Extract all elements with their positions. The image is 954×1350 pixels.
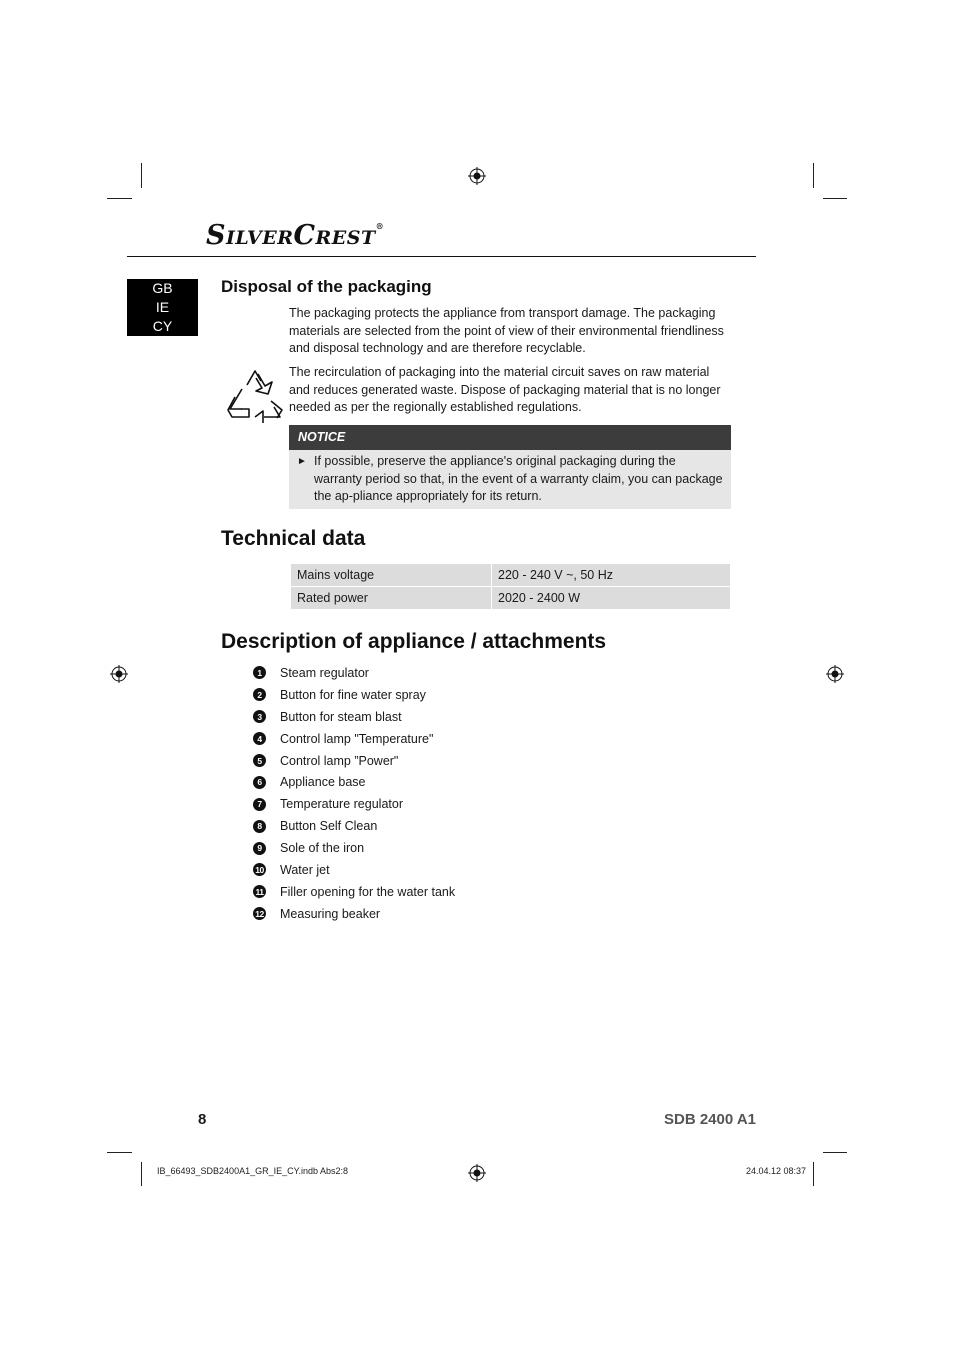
crop-mark [823, 198, 847, 199]
list-item [253, 684, 455, 706]
registration-mark-icon [468, 1164, 486, 1182]
list-item [253, 815, 455, 837]
crop-mark [813, 1162, 814, 1186]
crop-mark [141, 1162, 142, 1186]
list-item [253, 859, 455, 881]
list-item [253, 706, 455, 728]
table-cell-value: 220 - 240 V ~, 50 Hz [492, 564, 731, 587]
print-slug-file: IB_66493_SDB2400A1_GR_IE_CY.indb Abs2:8 [157, 1166, 348, 1176]
part-label: Button Self Clean [280, 819, 378, 834]
lang-code: CY [152, 318, 173, 334]
model-name: SDB 2400 A1 [664, 1111, 756, 1128]
crop-mark [107, 198, 132, 199]
crop-mark [813, 163, 814, 188]
disposal-paragraph-2: The recirculation of packaging into the material circuit saves on raw material and reduces generated waste. Dispose of packaging material that is no longer needed as per the regionally established regulations. [289, 365, 721, 414]
part-label: Temperature regulator [280, 797, 403, 812]
print-slug-date: 24.04.12 08:37 [745, 1166, 806, 1176]
number-badge: 9 [253, 842, 266, 855]
disposal-heading: Disposal of the packaging [221, 277, 432, 296]
page-number: 8 [198, 1111, 207, 1128]
technical-data-table [290, 563, 731, 610]
list-item [253, 771, 455, 793]
lang-code: IE [155, 299, 170, 315]
notice-box [289, 425, 731, 509]
crop-mark [107, 1152, 132, 1153]
number-badge: 11 [253, 885, 266, 898]
part-label: Steam regulator [280, 665, 369, 680]
part-label: Water jet [280, 862, 330, 877]
part-label: Measuring beaker [280, 906, 381, 921]
header-rule [127, 256, 756, 257]
number-badge: 12 [253, 907, 266, 920]
number-badge: 4 [253, 732, 266, 745]
part-label: Control lamp ”Power" [280, 753, 399, 768]
list-item [253, 837, 455, 859]
list-item [253, 728, 455, 750]
list-item [253, 793, 455, 815]
number-badge: 2 [253, 688, 266, 701]
list-item [253, 662, 455, 684]
crop-mark [141, 163, 142, 188]
parts-list [253, 662, 455, 925]
crop-mark [823, 1152, 847, 1153]
number-badge: 8 [253, 820, 266, 833]
part-label: Button for steam blast [280, 709, 402, 724]
table-cell-label: Rated power [291, 587, 492, 610]
notice-text: If possible, preserve the appliance's original packaging during the warranty period so that, in the event of a warranty claim, you can package the ap-pliance appropriately for its return. [314, 454, 723, 503]
notice-body [289, 450, 731, 509]
number-badge: 10 [253, 863, 266, 876]
bullet-arrow-icon: ► [297, 456, 307, 467]
registration-mark-icon [110, 665, 128, 683]
description-heading: Description of appliance / attachments [221, 630, 607, 653]
part-label: Control lamp "Temperature" [280, 731, 434, 746]
list-item [253, 903, 455, 925]
part-label: Sole of the iron [280, 841, 365, 856]
technical-data-heading: Technical data [221, 527, 366, 550]
number-badge: 5 [253, 754, 266, 767]
registration-mark-icon [468, 167, 486, 185]
table-row [291, 587, 731, 610]
number-badge: 7 [253, 798, 266, 811]
part-label: Button for fine water spray [280, 687, 426, 702]
number-badge: 6 [253, 776, 266, 789]
notice-heading: NOTICE [289, 425, 731, 450]
part-label: Appliance base [280, 775, 366, 790]
table-cell-value: 2020 - 2400 W [492, 587, 731, 610]
table-row [291, 564, 731, 587]
number-badge: 3 [253, 710, 266, 723]
list-item [253, 881, 455, 903]
recycle-icon [225, 365, 287, 423]
language-tab [127, 279, 198, 336]
lang-code: GB [152, 280, 173, 296]
disposal-paragraph-1: The packaging protects the appliance from transport damage. The packaging materials are selected from the point of view of their environmental friendliness and disposal technology and are therefore recyclable. [289, 306, 724, 355]
registration-mark-icon [826, 665, 844, 683]
list-item [253, 750, 455, 772]
table-cell-label: Mains voltage [291, 564, 492, 587]
number-badge: 1 [253, 666, 266, 679]
brand-logo: SILVERCREST® [206, 220, 385, 251]
part-label: Filler opening for the water tank [280, 884, 456, 899]
